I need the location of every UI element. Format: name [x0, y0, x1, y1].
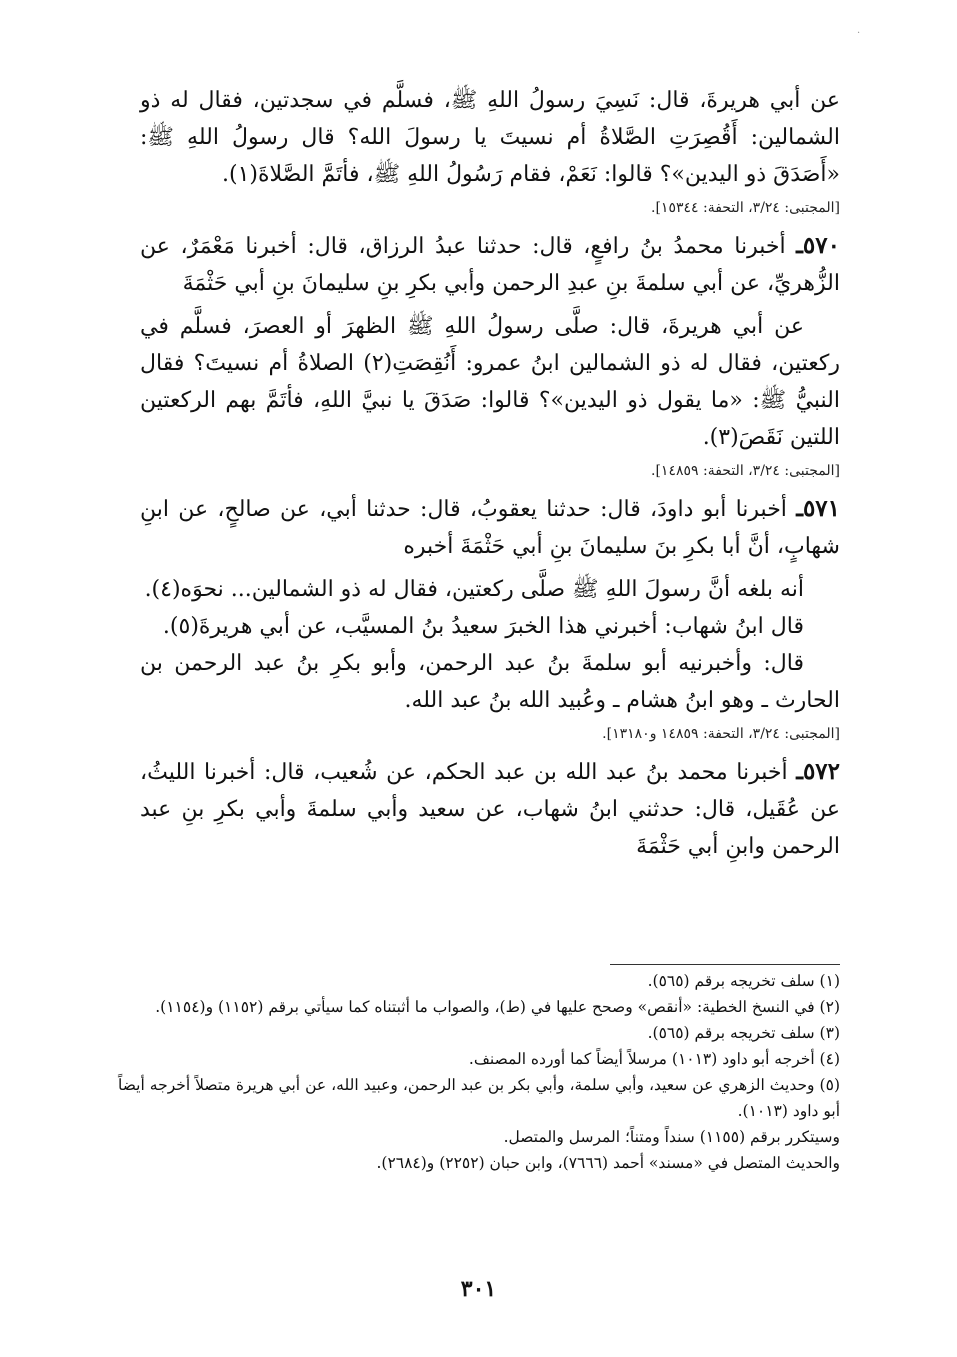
hadith-571: [140, 490, 840, 565]
reference-2: [المجتبى: ٣/٢٤، التحفة: ١٤٨٥٩].: [651, 463, 840, 479]
paragraph-5: قال: وأخبرنيه أبو سلمةَ بنُ عبد الرحمن، وأبو بكرِ بنُ عبد الرحمن بن الحارث ـ وهو ابنُ هشام ـ وعُبيد الله بنُ عبد الله.: [140, 651, 840, 713]
paragraph-4: قال ابنُ شهاب: أخبرني هذا الخبرَ سعيدُ بنُ المسيَّب، عن أبي هريرةَ(٥).: [162, 614, 804, 639]
hadith-572: [140, 753, 840, 865]
footnote-4: (٤) أخرجه أبو داود (١٠١٣) مرسلاً أيضاً كما أورده المصنف.: [468, 1050, 840, 1068]
hadith-number-570: ٥٧٠ـ: [796, 232, 840, 259]
corner-mark: ·: [857, 28, 861, 39]
footnote-5: (٥) وحديث الزهري عن سعيد، وأبي سلمة، وأبي بكر بن عبد الرحمن، وعبيد الله، عن أبي هريرة متصلاً أخرجه أيضاً أبو داود (١٠١٣).: [118, 1076, 840, 1120]
paragraph-2: عن أبي هريرةَ، قال: صلَّى رسولُ اللهِ ﷺ الظهرَ أو العصرَ، فسلَّم في ركعتين، فقال له ذو الشمالين ابنُ عمرو: أَنُقِصَتِ(٢) الصلاةُ أم نسيتَ؟ فقال النبيُّ ﷺ: «ما يقول ذو اليدين»؟ قالوا: صَدَقَ يا نبيَّ اللهِ، فأتَمَّ بهم الركعتين اللتين نَقَصَ(٣).: [140, 314, 840, 450]
paragraph-3: أنه بلغه أنَّ رسولَ اللهِ ﷺ صلَّى ركعتين، فقال له ذو الشمالين... نحوَه(٤).: [144, 577, 804, 602]
hadith-570: [140, 227, 840, 302]
page-number: ٣٠١: [460, 1276, 497, 1302]
hadith-571-text: أخبرنا أبو داودَ، قال: حدثنا يعقوبُ، قال: حدثنا أبي، عن صالحٍ، عن ابنِ شهابٍ، أنَّ أبا بكرِ بنَ سليمانَ بنِ أبي حَثْمَةَ أخبره: [140, 497, 840, 559]
footnote-3: (٣) سلف تخريجه برقم (٥٦٥).: [647, 1024, 840, 1042]
footnotes: [118, 968, 840, 1176]
hadith-572-text: أخبرنا محمد بنُ عبد الله بن عبد الحكم، عن شُعيب، قال: أخبرنا الليثُ، عن عُقَيل، قال: حدثني ابنُ شهاب، عن سعيد وأبي سلمةَ وأبي بكرِ بنِ عبد الرحمن وابنِ أبي حَثْمَةَ: [140, 760, 840, 859]
footnote-5-continued-2: والحديث المتصل في «مسند» أحمد (٧٦٦٦)، وابن حبان (٢٢٥٢) و(٢٦٨٤).: [376, 1154, 840, 1172]
main-text: [140, 82, 840, 865]
reference-3: [المجتبى: ٣/٢٤، التحفة: ١٤٨٥٩ و١٣١٨٠].: [602, 726, 840, 742]
hadith-number-572: ٥٧٢ـ: [796, 758, 840, 785]
footnote-1: (١) سلف تخريجه برقم (٥٦٥).: [647, 972, 840, 990]
hadith-number-571: ٥٧١ـ: [796, 495, 840, 522]
reference-1: [المجتبى: ٣/٢٤، التحفة: ١٥٣٤٤].: [651, 200, 840, 216]
hadith-570-text: أخبرنا محمدُ بنُ رافعٍ، قال: حدثنا عبدُ الرزاق، قال: أخبرنا مَعْمَرٌ، عن الزُّهريِّ، عن أبي سلمةَ بنِ عبدِ الرحمن وأبي بكرِ بنِ سليمانَ بنِ أبي حَثْمَةَ: [140, 234, 840, 296]
footnote-separator: [610, 964, 840, 965]
footnote-2: (٢) في النسخ الخطية: «أنقص» وصحح عليها في (ط)، والصواب ما أثبتناه كما سيأتي برقم (١١٥٢) و(١١٥٤).: [155, 998, 840, 1016]
paragraph-1: عن أبي هريرةَ، قال: نَسِيَ رسولُ اللهِ ﷺ، فسلَّم في سجدتين، فقال له ذو الشمالين: أَقُصِرَتِ الصَّلاةُ أم نسيتَ يا رسولَ الله؟ قال رسولُ اللهِ ﷺ: «أَصَدَقَ ذو اليدين»؟ قالوا: نَعَمْ، فقام رَسُولُ اللهِ ﷺ، فأتَمَّ الصَّلاةَ(١).: [140, 88, 840, 187]
footnote-5-continued: وسيتكرر برقم (١١٥٥) سنداً ومتناً؛ المرسل والمتصل.: [503, 1128, 840, 1146]
